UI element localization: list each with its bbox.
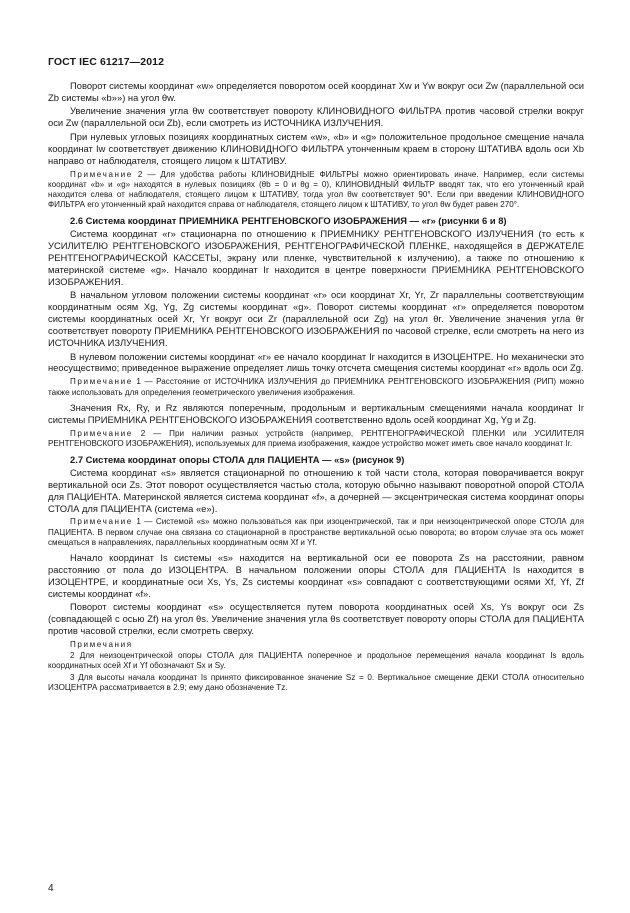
paragraph: Значения Rx, Ry, и Rz являются поперечным, продольным и вертикальным смещениями начала координат Ir системы ПРИЕМНИКА РЕНТГЕНОВСКОГО ИЗОБРАЖЕНИЯ соответственно вдоль осей координат Xg, Yg и Zg. [48,401,584,425]
notes-title: Примечания [70,640,133,650]
paragraph: Система координат «r» стационарна по отношению к ПРИЕМНИКУ РЕНТГЕНОВСКОГО ИЗЛУЧЕНИЯ (то есть к УСИЛИТЕЛЮ РЕНТГЕНОВСКОГО ИЗОБРАЖЕНИЯ, РЕНТГЕНОГРАФИЧЕСКОЙ ПЛЕНКЕ, находящейся в ДЕРЖАТЕЛЕ РЕНТГЕНОГРАФИЧЕСКОЙ КАССЕТЫ, экрану или пленке, чувствительной к излучению), а также по отношению к материнской системе «g». Начало координат Ir находится в центре поверхности ПРИЕМНИКА РЕНТГЕНОВСКОГО ИЗОБРАЖЕНИЯ. [48,228,584,287]
paragraph: Система координат «s» является стационарной по отношению к той части стола, которая поворачивается вокруг вертикальной оси Zs. Этот поворот осуществляется частью стола, которую обычно называют поворотной опорой СТОЛА для ПАЦИЕНТА. Материнской является система координат «f», а дочерней — эксцентрическая система координат опоры СТОЛА для ПАЦИЕНТА (система «e»). [48,466,584,514]
note-label: Примечание [70,517,133,527]
body-text [48,80,584,694]
note-text: 1 — Расстояние от ИСТОЧНИКА ИЗЛУЧЕНИЯ до ПРИЕМНИКА РЕНТГЕНОВСКОГО ИЗОБРАЖЕНИЯ (РИП) можно также использовать для определения геометрического увеличения изображения. [48,377,584,397]
note-text: 2 — При наличии разных устройств (например, РЕНТГЕНОГРАФИЧЕСКОЙ ПЛЕНКИ или УСИЛИТЕЛЯ РЕНТГЕНОВСКОГО ИЗОБРАЖЕНИЯ), используемых для приема изображения, каждое устройство может иметь свое начало координат Ir. [48,428,584,448]
note [48,429,584,449]
note-label: Примечание [70,377,133,387]
note-label: Примечание [70,169,133,179]
paragraph: Поворот системы координат «s» осуществляется путем поворота координатных осей Xs, Ys вокруг оси Zs (совпадающей с осью Zf) на угол θs. Увеличение значения угла θs соответствует повороту опоры СТОЛА для ПАЦИЕНТА против часовой стрелки, если смотреть сверху. [48,601,584,637]
paragraph: Увеличение значения угла θw соответствует повороту КЛИНОВИДНОГО ФИЛЬТРА против часовой стрелки вокруг оси Zw (параллельной оси Zb), если смотреть из ИСТОЧНИКА ИЗЛУЧЕНИЯ. [48,105,584,129]
paragraph: Начало координат Is системы «s» находится на вертикальной оси ее поворота Zs на расстоянии, равном расстоянию от пола до ИЗОЦЕНТРА. В начальном положении опоры СТОЛА для ПАЦИЕНТА Is находится в ИЗОЦЕНТРЕ, и координатные оси Xs, Ys, Zs системы координат «s» совпадают с соответствующими осями Xf, Yf, Zf системы координат «f». [48,552,584,599]
section-heading: 2.6 Система координат ПРИЕМНИКА РЕНТГЕНОВСКОГО ИЗОБРАЖЕНИЯ — «r» (рисунки 6 и 8) [70,215,507,227]
paragraph: В нулевом положении системы координат «r» ее начало координат Ir находится в ИЗОЦЕНТРЕ. Но механически это неосуществимо; приведенное выражение определяет лишь точку отсчета смещения системы координат «r» вдоль оси Zg. [48,350,584,374]
note [48,170,584,211]
note-text: 1 — Системой «s» можно пользоваться как при изоцентрической, так и при неизоцентрической опоре СТОЛА для ПАЦИЕНТА. В первом случае она связана со стационарной в пространстве вертикальной осью поворота; во втором случае эта ось может смещаться в направлениях, параллельных координатным осям Xf и Yf. [48,517,584,547]
page-number: 4 [48,883,54,894]
note-item: 2 Для неизоцентрической опоры СТОЛА для ПАЦИЕНТА поперечное и продольное перемещения начала координат Is вдоль координатных осей Xf и Yf обозначают Sx и Sy. [48,651,584,671]
note-text: 2 — Для удобства работы КЛИНОВИДНЫЕ ФИЛЬТРЫ можно ориентировать иначе. Например, если системы координат «b» и «g» находятся в нулевых позициях (θb = 0 и θg = 0), КЛИНОВИДНЫЙ ФИЛЬТР вводят так, что его утонченный край находится слева от наблюдателя, стоящего лицом к ШТАТИВУ, тогда угол θw соответствует 90°. Если при введении КЛИНОВИДНОГО ФИЛЬТРА его утонченный край находится справа от наблюдателя, стоящего лицом к ШТАТИВУ, то угол θw будет равен 270°. [48,169,584,210]
standard-header: ГОСТ IEC 61217—2012 [48,56,165,68]
note [48,517,584,548]
paragraph: Поворот системы координат «w» определяется поворотом осей координат Xw и Yw вокруг оси Zw (параллельной оси Zb системы «b»») на угол θw. [48,80,584,103]
note [48,377,584,397]
note-label: Примечание [70,428,133,438]
paragraph: В начальном угловом положении системы координат «r» оси координат Xr, Yr, Zr параллельны соответствующим координатным осям Xg, Yg, Zg системы координат «g». Поворот системы координат «r» определяется поворотом системы координатных осей Xr, Yr вокруг оси Zr (параллельной оси Zg) на угол θr. Увеличение значения угла θr соответствует повороту ПРИЕМНИКА РЕНТГЕНОВСКОГО ИЗОБРАЖЕНИЯ по часовой стрелке, если смотреть на него из ИСТОЧНИКА ИЗЛУЧЕНИЯ. [48,289,584,348]
section-heading: 2.7 Система координат опоры СТОЛА для ПАЦИЕНТА — «s» (рисунок 9) [70,453,405,465]
note-item: 3 Для высоты начала координат Is принято фиксированное значение Sz = 0. Вертикальное смещение ДЕКИ СТОЛА относительно ИЗОЦЕНТРА рассматривается в 2.9; ему дано обозначение Tz. [48,672,584,692]
paragraph: При нулевых угловых позициях координатных систем «w», «b» и «g» положительное продольное смещение начала координат Iw соответствует движению КЛИНОВИДНОГО ФИЛЬТРА утонченным краем в сторону ШТАТИВА вдоль оси Xb направо от наблюдателя, стоящего лицом к ШТАТИВУ. [48,130,584,166]
